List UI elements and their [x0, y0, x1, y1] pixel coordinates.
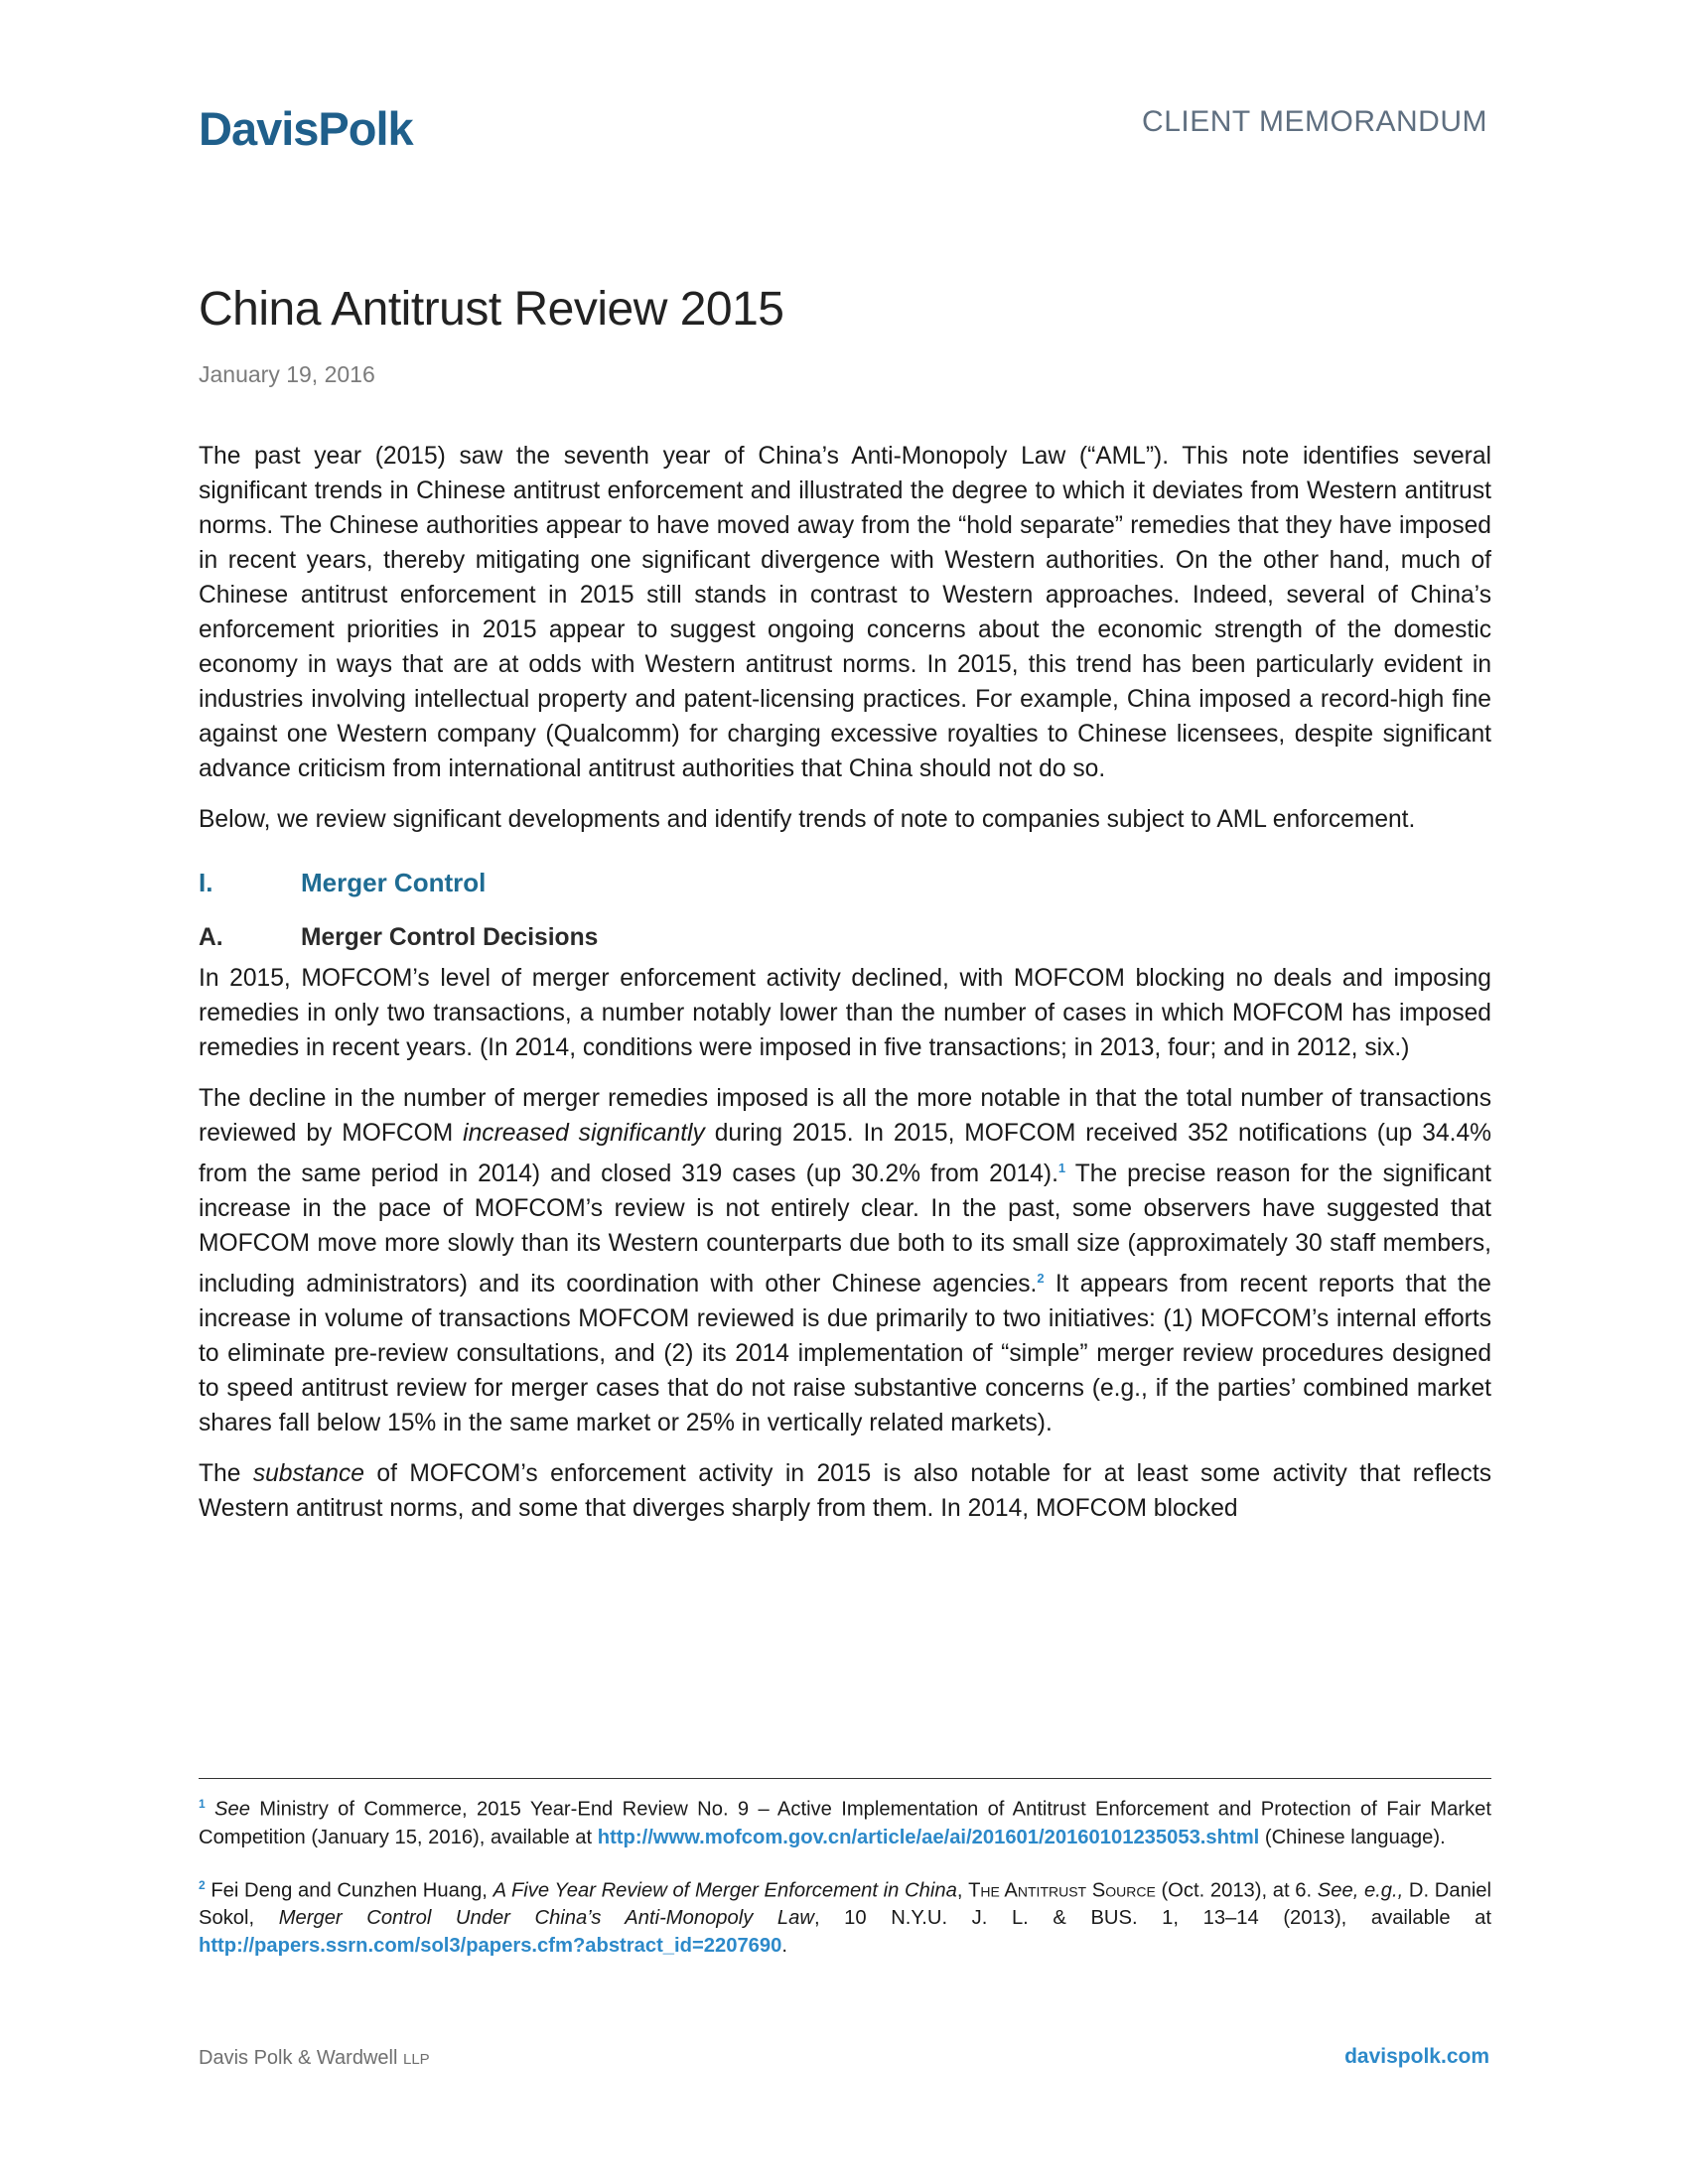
- intro-paragraph-2: Below, we review significant developments and identify trends of note to companies subject to AML enforcement.: [199, 806, 1416, 833]
- subsection-title: Merger Control Decisions: [301, 924, 599, 951]
- footnotes: [199, 1790, 1491, 1979]
- subsection-heading-merger-decisions: [199, 920, 1491, 955]
- merger-paragraph-3: The substance of MOFCOM’s enforcement activity in 2015 is also notable for at least some activity that reflects Western antitrust norms, and some that diverges sharply from them. In 2014, MOFCOM blocked: [199, 1460, 1491, 1523]
- footnote-2: $^2$ Fei Deng and Cunzhen Huang, A Five Year Review of Merger Enforcement in China, The Antitrust Source (Oct. 2013), at 6. See, e.g., D. Daniel Sokol, Merger Control Under China’s Anti-Monopoly Law, 10 N.Y.U. J. L. & BUS. 1, 13–14 (2013), available at http://papers.ssrn.com/sol3/papers.cfm?abstract_id=2207690.: [199, 1877, 1492, 1958]
- footer-website-link[interactable]: davispolk.com: [1344, 2045, 1489, 2068]
- footnote-2-link[interactable]: http://papers.ssrn.com/sol3/papers.cfm?abstract_id=2207690: [199, 1935, 782, 1958]
- footnote-divider: [199, 1778, 1491, 1779]
- merger-paragraph-2: The decline in the number of merger remedies imposed is all the more notable in that the total number of transactions reviewed by MOFCOM increased significantly during 2015. In 2015, MOFCOM received 352 notifications (up 34.4% from the same period in 2014) and closed 319 cases (up 30.2% from 2014).$^1$ The precise reason for the significant increase in the pace of MOFCOM’s review is not entirely clear. In the past, some observers have suggested that MOFCOM move more slowly than its Western counterparts due both to its small size (approximately 30 staff members, including administrators) and its coordination with other Chinese agencies.$^2$ It appears from recent reports that the increase in volume of transactions MOFCOM reviewed is due primarily to two initiatives: (1) MOFCOM’s internal efforts to eliminate pre-review consultations, and (2) its 2014 implementation of “simple” merger review procedures designed to speed antitrust review for merger cases that do not raise substantive concerns (e.g., if the parties’ combined market shares fall below 15% in the same market or 25% in vertically related markets).: [199, 1085, 1491, 1437]
- footnote-ref-2[interactable]: 2: [1037, 1271, 1045, 1287]
- section-title: Merger Control: [301, 868, 487, 897]
- merger-paragraph-1: In 2015, MOFCOM’s level of merger enforcement activity declined, with MOFCOM blocking no deals and imposing remedies in only two transactions, a number notably lower than the number of cases in which MOFCOM has imposed remedies in recent years. (In 2014, conditions were imposed in five transactions; in 2013, four; and in 2012, six.): [199, 965, 1491, 1061]
- subsection-number: A.: [199, 924, 223, 951]
- footer-firm-name: Davis Polk & Wardwell LLP: [199, 2047, 430, 2069]
- page-title: China Antitrust Review 2015: [199, 283, 784, 336]
- footnote-1-link[interactable]: http://www.mofcom.gov.cn/article/ae/ai/201601/20160101235053.shtml: [597, 1826, 1260, 1848]
- section-number: I.: [199, 868, 213, 897]
- footnote-ref-1[interactable]: 1: [1057, 1160, 1066, 1175]
- memo-date: January 19, 2016: [199, 361, 375, 387]
- footnote-number: 2: [199, 1877, 206, 1892]
- firm-logo: DavisPolk: [199, 102, 413, 155]
- memo-label: CLIENT MEMORANDUM: [1142, 105, 1487, 138]
- intro-paragraph-1: The past year (2015) saw the seventh year of China’s Anti-Monopoly Law (“AML”). This note identifies several significant trends in Chinese antitrust enforcement and illustrated the degree to which it deviates from Western antitrust norms. The Chinese authorities appear to have moved away from the “hold separate” remedies that they have imposed in recent years, thereby mitigating one significant divergence with Western authorities. On the other hand, much of Chinese antitrust enforcement in 2015 still stands in contrast to Western approaches. Indeed, several of China’s enforcement priorities in 2015 appear to suggest ongoing concerns about the economic strength of the domestic economy in ways that are at odds with Western antitrust norms. In 2015, this trend has been particularly evident in industries involving intellectual property and patent-licensing practices. For example, China imposed a record-high fine against one Western company (Qualcomm) for charging excessive royalties to Chinese licensees, despite significant advance criticism from international antitrust authorities that China should not do so.: [199, 443, 1491, 782]
- section-heading-merger-control: [199, 865, 1491, 900]
- footnote-1: $^1$ See Ministry of Commerce, 2015 Year-End Review No. 9 – Active Implementation of Antitrust Enforcement and Protection of Fair Market Competition (January 15, 2016), available at http://www.mofcom.gov.cn/article/ae/ai/201601/20160101235053.shtml (Chinese language).: [199, 1797, 1492, 1848]
- memo-body: [199, 439, 1491, 1542]
- footnote-number: 1: [199, 1797, 206, 1811]
